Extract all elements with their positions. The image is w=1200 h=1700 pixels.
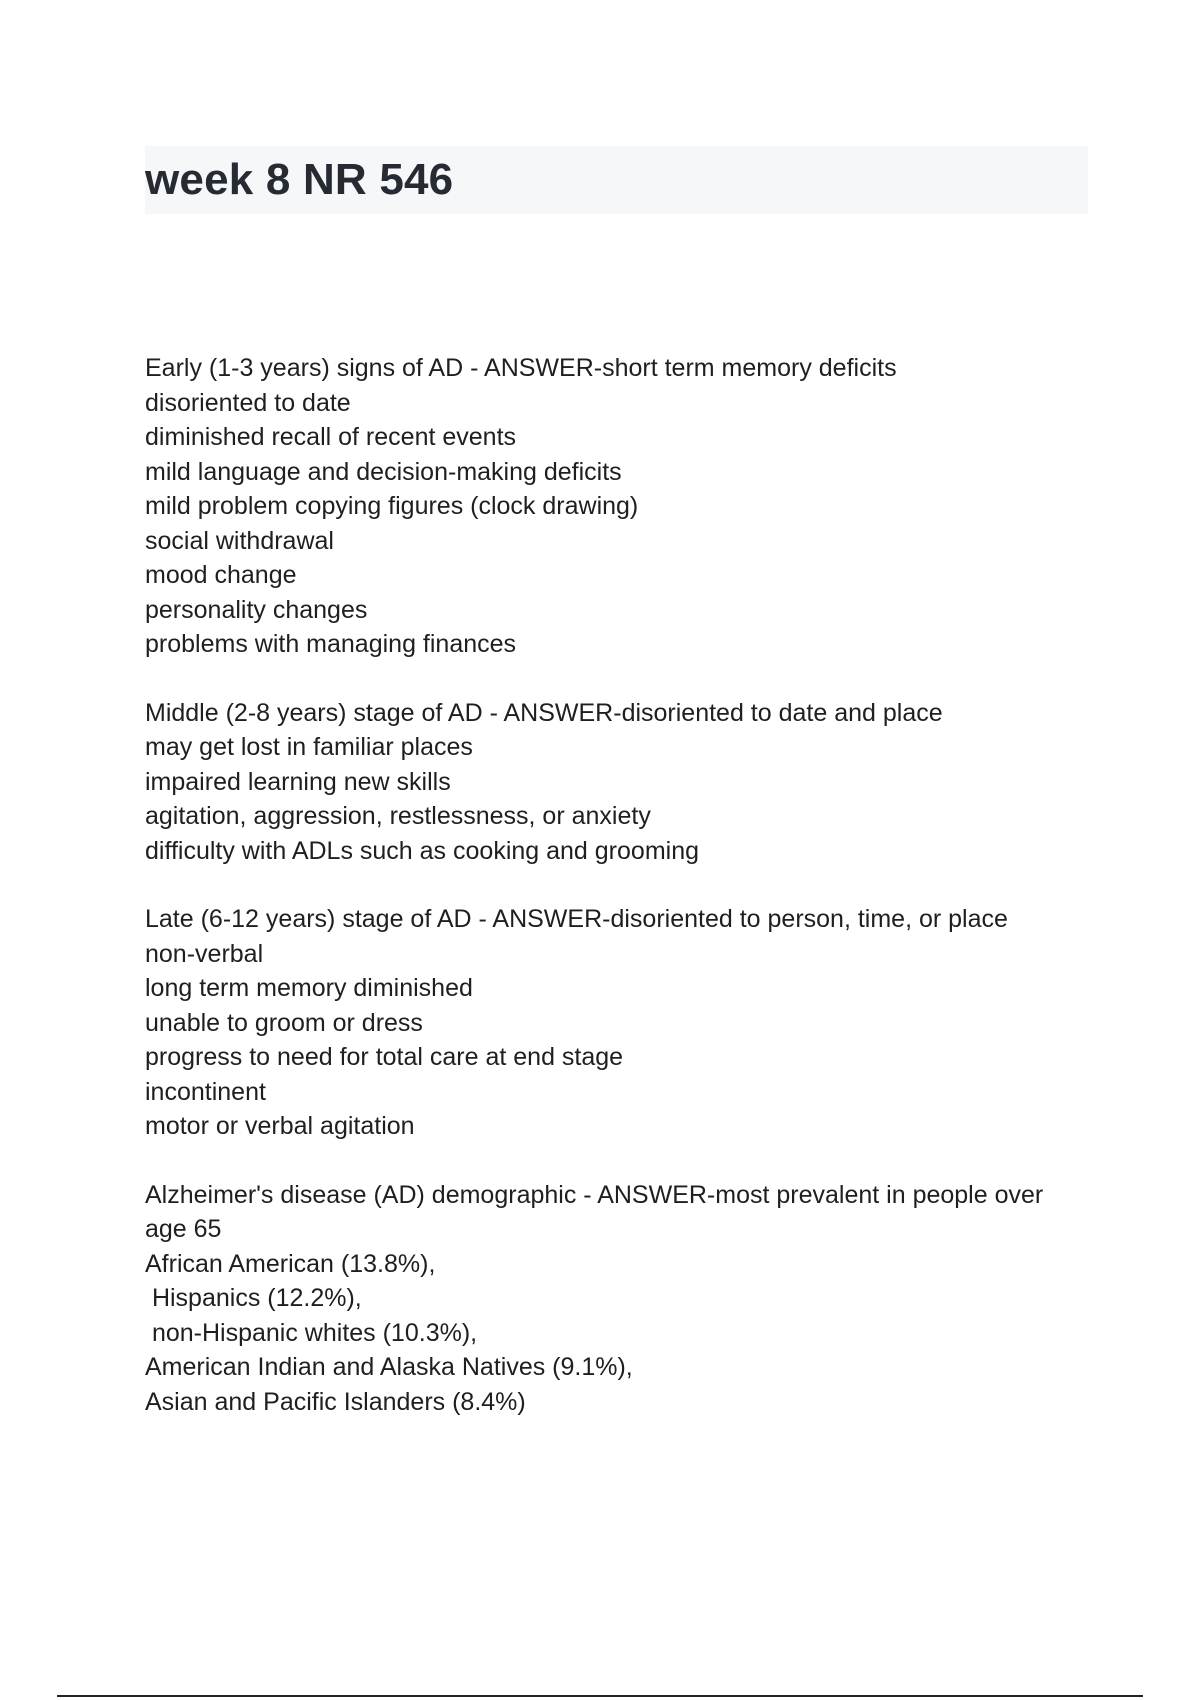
flashcard-demographic [145, 1178, 1095, 1420]
card-first-line [145, 351, 1095, 386]
card-separator: - [482, 698, 504, 727]
answer-line: African American (13.8%), [145, 1249, 436, 1278]
answer-line: disoriented to date [145, 388, 351, 417]
answer-line: long term memory diminished [145, 974, 473, 1002]
answer-line: Asian and Pacific Islanders (8.4%) [145, 1387, 526, 1416]
flashcard-early-stage [145, 351, 1095, 662]
card-question: Early (1-3 years) signs of AD [145, 354, 464, 382]
card-separator: - [576, 1180, 598, 1209]
answer-line: non-Hispanic whites (10.3%), [145, 1318, 478, 1347]
answer-prefix: ANSWER- [503, 698, 622, 727]
card-first-line [145, 902, 1095, 937]
answer-first-line: disoriented to person, time, or place [610, 905, 1008, 933]
flashcard-list [145, 351, 1095, 1453]
document-title: week 8 NR 546 [145, 155, 454, 204]
card-separator: - [463, 354, 485, 382]
card-question: Alzheimer's disease (AD) demographic [145, 1180, 577, 1209]
card-first-line [145, 1178, 1095, 1213]
answer-line: age 65 [145, 1215, 222, 1243]
answer-first-line: disoriented to date and place [621, 698, 943, 727]
answer-prefix: ANSWER- [597, 1180, 716, 1209]
answer-line: incontinent [145, 1077, 266, 1106]
answer-line: motor or verbal agitation [145, 1112, 415, 1140]
card-first-line [145, 696, 1095, 731]
answer-line: mood change [145, 561, 297, 589]
answer-line: mild language and decision-making deficits [145, 457, 622, 486]
answer-first-line: short term memory deficits [602, 354, 897, 382]
answer-first-line: most prevalent in people over [715, 1180, 1044, 1209]
answer-prefix: ANSWER- [492, 905, 611, 933]
answer-line: difficulty with ADLs such as cooking and grooming [145, 836, 700, 865]
answer-line: diminished recall of recent events [145, 423, 517, 451]
flashcard-late-stage [145, 902, 1095, 1144]
answer-line: mild problem copying figures (clock drawing) [145, 492, 639, 520]
answer-line: progress to need for total care at end stage [145, 1043, 624, 1071]
answer-line: non-verbal [145, 939, 264, 968]
answer-line: impaired learning new skills [145, 767, 451, 796]
page-bottom-divider [57, 1695, 1143, 1697]
answer-line: unable to groom or dress [145, 1008, 423, 1037]
answer-line: American Indian and Alaska Natives (9.1%), [145, 1353, 633, 1381]
flashcard-middle-stage [145, 696, 1095, 869]
card-separator: - [471, 905, 493, 933]
answer-line: social withdrawal [145, 526, 334, 555]
answer-line: agitation, aggression, restlessness, or anxiety [145, 802, 651, 830]
answer-prefix: ANSWER- [484, 354, 603, 382]
card-question: Late (6-12 years) stage of AD [145, 905, 472, 933]
answer-line: problems with managing finances [145, 630, 517, 658]
card-question: Middle (2-8 years) stage of AD [145, 698, 483, 727]
answer-line: Hispanics (12.2%), [145, 1284, 362, 1312]
answer-line: personality changes [145, 595, 368, 624]
answer-line: may get lost in familiar places [145, 733, 473, 761]
